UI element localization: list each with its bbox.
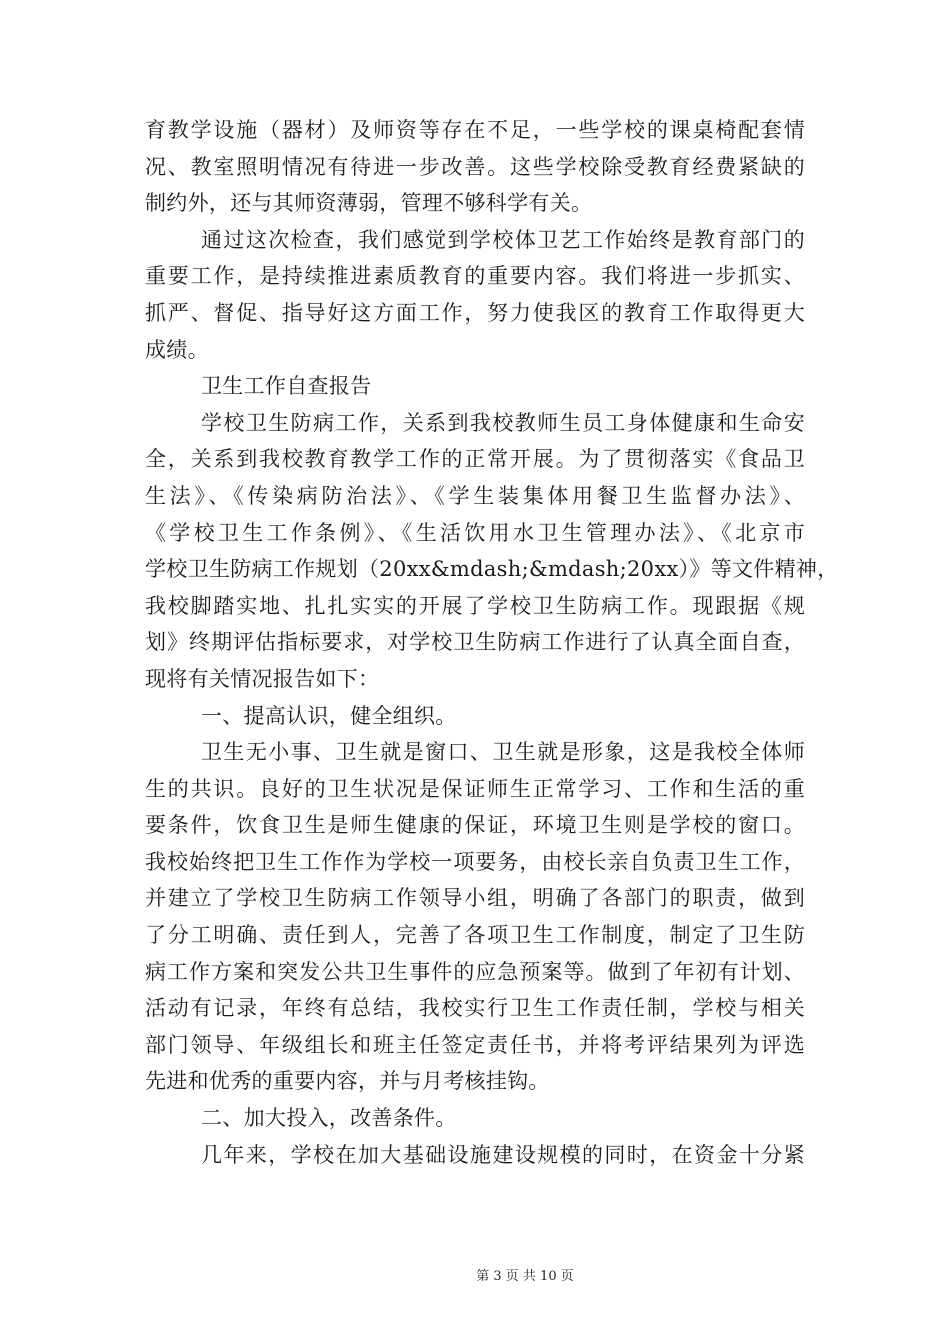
text-line: 重要工作，是持续推进素质教育的重要内容。我们将进一步抓实、: [145, 264, 805, 289]
text-line: 育教学设施（器材）及师资等存在不足，一些学校的课桌椅配套情: [145, 118, 805, 142]
text-line: 生的共识。良好的卫生状况是保证师生正常学习、工作和生活的重: [145, 776, 805, 801]
page-footer: [0, 1268, 950, 1286]
text-line: 一、提高认识，健全组织。: [201, 703, 457, 728]
text-line: 部门领导、年级组长和班主任签定责任书，并将考评结果列为评选: [145, 1032, 805, 1057]
text-line: 要条件，饮食卫生是师生健康的保证，环境卫生则是学校的窗口。: [145, 813, 805, 838]
text-line: 学校卫生防病工作规划（20xx&mdash;&mdash;20xx）》等文件精神，: [145, 557, 839, 582]
text-line: 卫生工作自查报告: [201, 374, 372, 399]
text-line: 病工作方案和突发公共卫生事件的应急预案等。做到了年初有计划、: [145, 959, 805, 984]
text-line: 卫生无小事、卫生就是窗口、卫生就是形象，这是我校全体师: [201, 740, 805, 765]
text-line: 活动有记录，年终有总结，我校实行卫生工作责任制，学校与相关: [145, 996, 805, 1021]
text-line: 我校始终把卫生工作作为学校一项要务，由校长亲自负责卫生工作，: [145, 849, 805, 874]
text-line: 生法》、《传染病防治法》、《学生装集体用餐卫生监督办法》、: [145, 483, 805, 508]
text-line: 成绩。: [145, 337, 209, 362]
text-line: 二、加大投入，改善条件。: [201, 1106, 457, 1131]
text-line: 全，关系到我校教育教学工作的正常开展。为了贯彻落实《食品卫: [145, 447, 805, 472]
document-body: [145, 112, 839, 1173]
text-line: 学校卫生防病工作，关系到我校教师生员工身体健康和生命安: [201, 410, 805, 435]
text-line: 《学校卫生工作条例》、《生活饮用水卫生管理办法》、《北京市: [145, 520, 805, 545]
text-line: 几年来，学校在加大基础设施建设规模的同时，在资金十分紧: [201, 1142, 805, 1167]
text-line: 通过这次检查，我们感觉到学校体卫艺工作始终是教育部门的: [201, 227, 805, 252]
text-line: 划》终期评估指标要求，对学校卫生防病工作进行了认真全面自查，: [145, 630, 805, 655]
text-line: 抓严、督促、指导好这方面工作，努力使我区的教育工作取得更大: [145, 300, 805, 325]
text-line: 制约外，还与其师资薄弱，管理不够科学有关。: [145, 191, 593, 216]
text-line: 了分工明确、责任到人，完善了各项卫生工作制度，制定了卫生防: [145, 923, 805, 948]
text-line: 况、教室照明情况有待进一步改善。这些学校除受教育经费紧缺的: [145, 154, 805, 179]
text-line: 先进和优秀的重要内容，并与月考核挂钩。: [145, 1069, 550, 1094]
text-line: 现将有关情况报告如下：: [145, 666, 380, 691]
text-line: 并建立了学校卫生防病工作领导小组，明确了各部门的职责，做到: [145, 886, 805, 911]
page-number-indicator: 第 3 页 共 10 页: [476, 1269, 574, 1284]
text-line: 我校脚踏实地、扎扎实实的开展了学校卫生防病工作。现跟据《规: [145, 593, 805, 618]
